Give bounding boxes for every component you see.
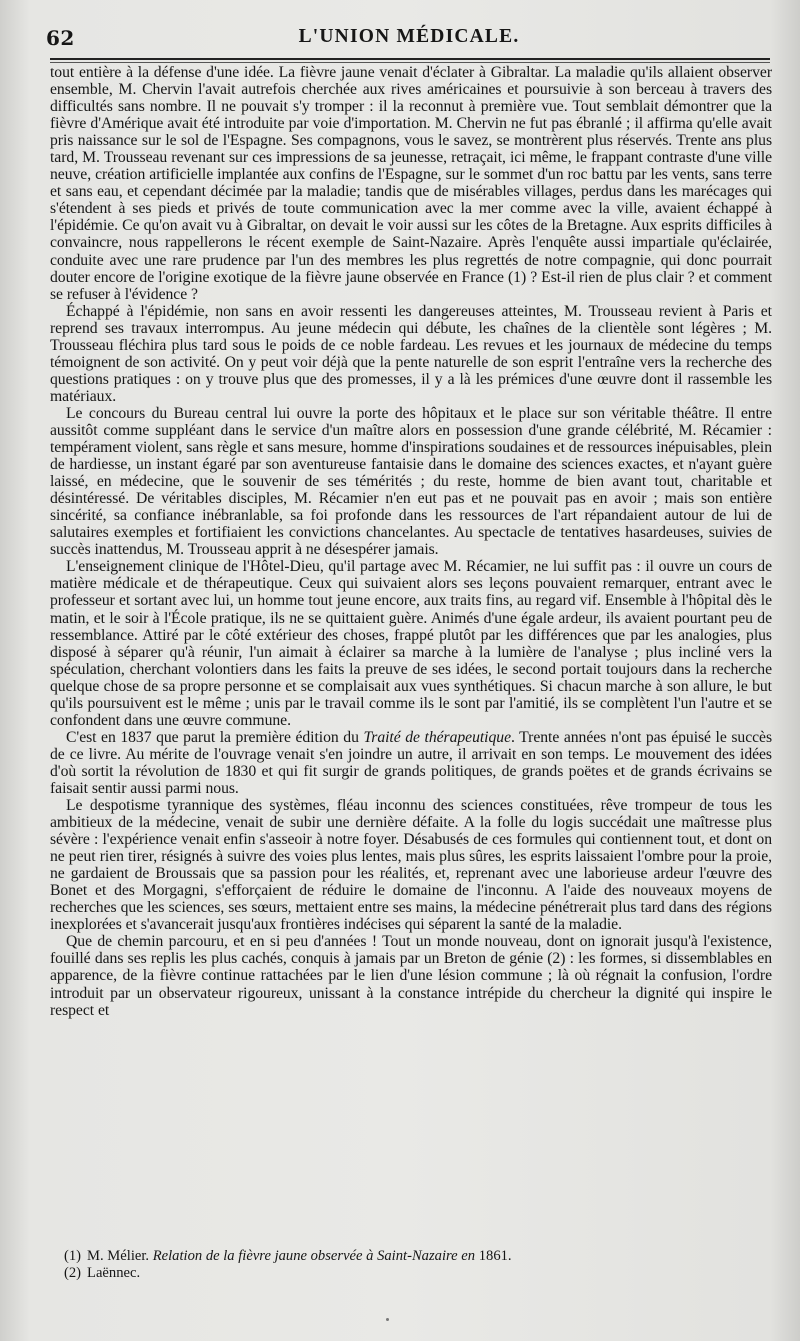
paragraph-text: C'est en 1837 que parut la première édition du	[66, 728, 364, 746]
footnote-title: Relation de la fièvre jaune observée à Saint-Nazaire en	[152, 1248, 476, 1264]
footnote-year: 1861.	[478, 1248, 512, 1264]
footnote-marker: (2)	[64, 1265, 82, 1281]
page-number: 62	[46, 26, 75, 50]
paragraph: Que de chemin parcouru, et en si peu d'années ! Tout un monde nouveau, dont on ignorait jusqu'à l'existence, fouillé dans ses replis les plus cachés, conquis à jamais par un Breton de génie (2) : les formes, si dissemblables en apparence, de la fièvre continue rattachées par le lien d'une lésion commune ; là où régnait la confusion, l'ordre introduit par un observateur rigoureux, unissant à la constance intrépide du chercheur la dignité qui inspire le respect et	[50, 933, 772, 1019]
footnote-text: Laënnec.	[87, 1265, 141, 1281]
paragraph: Le despotisme tyrannique des systèmes, fléau inconnu des sciences constituées, rêve trompeur de tous les ambitieux de la médecine, venait de subir une dernière défaite. A la folle du logis succédait une maîtresse plus sévère : l'expérience venait enfin s'asseoir à notre foyer. Désabusés de ces formules qui contiennent tout, et dont on ne peut rien tirer, résignés à suivre des voies plus lentes, mais plus sûres, les esprits laissaient l'ombre pour la proie, ne gardaient de Broussais que sa passion pour les réalités, et, reprenant avec une laborieuse ardeur l'œuvre des Bonet et des Morgagni, s'efforçaient de réduire le domaine de l'inconnu. A l'aide des nouveaux moyens de recherches que les sciences, ses sœurs, mettaient entre ses mains, la médecine pénétrerait plus tard dans des régions inexplorées et s'avancerait jusqu'aux frontières indécises qui séparent la santé de la maladie.	[50, 797, 772, 934]
footnote-marker: (1)	[64, 1248, 82, 1264]
header-rule-thin	[50, 62, 770, 63]
paragraph: L'enseignement clinique de l'Hôtel-Dieu, qu'il partage avec M. Récamier, ne lui suffit pas : il ouvre un cours de matière médicale et de thérapeutique. Ceux qui suivaient alors ses leçons pouvaient remarquer, entrant avec le professeur et sortant avec lui, un homme tout jeune encore, aux traits fins, au regard vif. Ensemble à l'hôpital dès le matin, et le soir à l'École pratique, ils ne se quittaient guère. Animés d'une égale ardeur, ils avaient pourtant peu de ressemblance. Attiré par le côté extérieur des choses, frappé plutôt par les différences que par les analogies, plus disposé à séparer qu'à réunir, l'un aimait à éclairer sa marche à la lumière de l'analyse ; plus incliné vers la spéculation, cherchant volontiers dans les faits la preuve de ses idées, le second portait toujours dans la recherche quelque chose de sa propre personne et se complaisait aux vues synthétiques. Si chacun marche à son allure, le but qu'ils poursuivent est le même ; unis par le travail comme ils le sont par l'amitié, ils se complètent l'un l'autre et se confondent dans une œuvre commune.	[50, 558, 772, 729]
page-header	[44, 22, 774, 56]
book-title: Traité de thérapeutique	[363, 728, 511, 746]
paragraph: Le concours du Bureau central lui ouvre la porte des hôpitaux et le place sur son véritable théâtre. Il entre aussitôt comme suppléant dans le service d'un maître alors en possession d'une grande célébrité, M. Récamier : tempérament violent, sans règle et sans mesure, homme d'inspirations soudaines et de ressources inépuisables, plein de hardiesse, un instant égaré par son aventureuse fantaisie dans le domaine des sciences exactes, et n'ayant guère laissé, en médecine, que le souvenir de ses témérités ; du reste, homme de bien avant tout, charitable et désintéressé. De véritables disciples, M. Récamier n'en eut pas et ne pouvait pas en avoir ; mais son entière sincérité, sa confiance inébranlable, sa foi profonde dans les ressources de l'art répandaient autour de lui de salutaires exemples et fortifiaient les convictions chancelantes. Au spectacle de tentatives hasardeuses, suivies de succès inattendus, M. Trousseau apprit à ne désespérer jamais.	[50, 404, 772, 559]
footnote-1	[64, 1248, 764, 1265]
header-rule	[50, 58, 770, 60]
running-title: L'UNION MÉDICALE.	[298, 26, 520, 47]
body-text	[50, 64, 772, 1019]
footnote-2	[64, 1265, 764, 1282]
paper-speck	[386, 1318, 389, 1321]
footnotes	[64, 1248, 764, 1282]
paragraph: Échappé à l'épidémie, non sans en avoir ressenti les dangereuses atteintes, M. Trousseau revient à Paris et reprend ses travaux interrompus. Au jeune médecin qui débute, les chaînes de la clientèle sont légères ; M. Trousseau fléchira plus tard sous le poids de ce noble fardeau. Les revues et les journaux de médecine du temps témoignent de son activité. On y peut voir déjà que la pente naturelle de son esprit l'entraîne vers la recherche des questions pratiques : on y trouve plus que des promesses, il y a là les prémices d'une œuvre dont il rassemble les matériaux.	[50, 302, 772, 405]
paragraph: tout entière à la défense d'une idée. La fièvre jaune venait d'éclater à Gibraltar. La maladie qu'ils allaient observer ensemble, M. Chervin l'avait autrefois cherchée aux rives américaines et poursuivie à son berceau à travers des difficultés sans nombre. Il ne pouvait s'y tromper : il la reconnut à première vue. Tout semblait démontrer que la fièvre d'Amérique avait été introduite par voie d'importation. M. Chervin ne fut pas ébranlé ; il affirma qu'elle avait pris naissance sur le sol de l'Espagne. Ses compagnons, vous le savez, se montrèrent plus réservés. Trente ans plus tard, M. Trousseau revenant sur ces impressions de sa jeunesse, retraçait, ici même, le frappant contraste d'une ville neuve, création artificielle implantée aux confins de l'Espagne, sur le sommet d'un roc battu par les vents, sans terre et sans eau, et cependant décimée par la maladie; tandis que de misérables villages, perdus dans les marécages qui s'étendent à ses pieds et privés de toute communication avec la mer comme avec la ville, avaient échappé à l'épidémie. Ce qu'on avait vu à Gibraltar, on devait le voir aussi sur les côtes de la Bretagne. Aux esprits difficiles à convaincre, nous rappellerons le récent exemple de Saint-Nazaire. Après l'enquête aussi impartiale qu'éclairée, conduite avec une rare prudence par l'un des membres les plus regrettés de notre compagnie, qui donc pourrait douter encore de l'origine exotique de la fièvre jaune observée en France (1) ? Est-il rien de plus clair ? et comment se refuser à l'évidence ?	[50, 64, 772, 303]
footnote-author: M. Mélier.	[87, 1248, 150, 1264]
paragraph	[50, 729, 772, 797]
paragraph-text: . Trente années n'ont pas épuisé le succès de ce livre. Au mérite de l'ouvrage venait s'en joindre un autre, il arrivait en son temps. Le mouvement des idées d'où sortit la révolution de 1830 et qui fit surgir de grands politiques, de grands poëtes et de grands écrivains se faisait sentir aussi parmi nous.	[50, 728, 772, 797]
